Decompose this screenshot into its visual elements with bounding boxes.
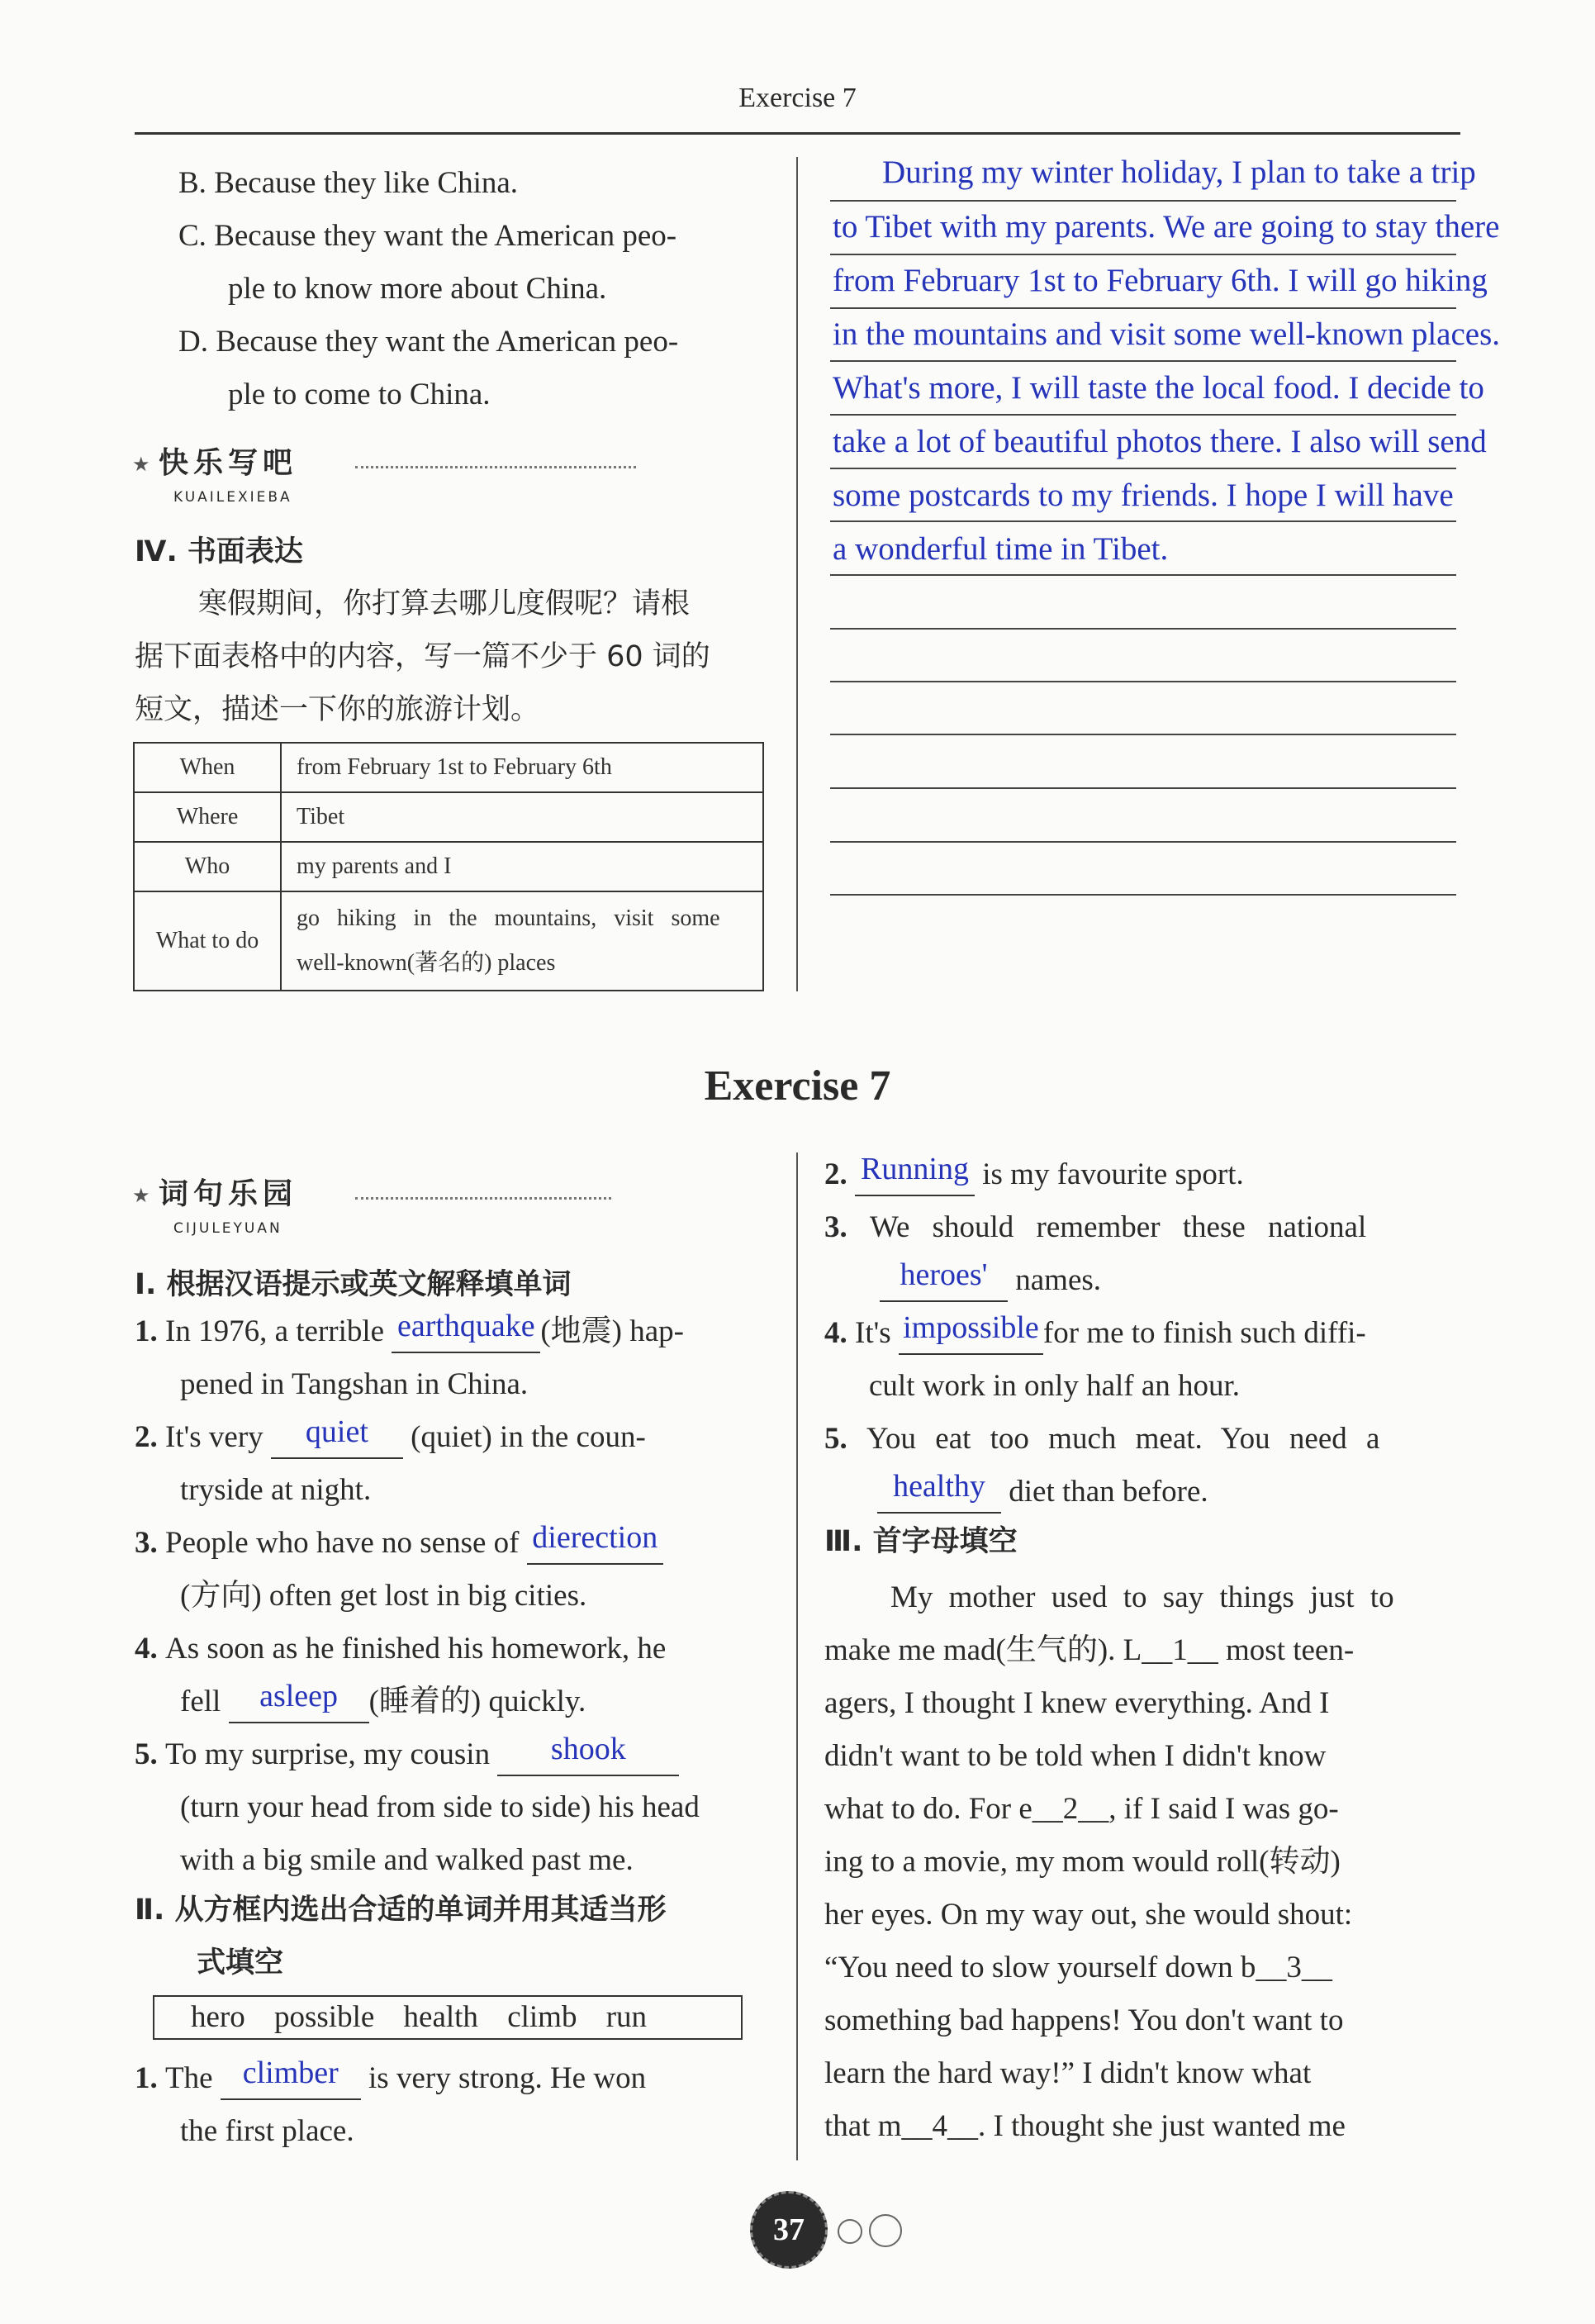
prompt-line-2: 据下面表格中的内容，写一篇不少于 60 词的	[135, 640, 710, 673]
part2-title: Ⅱ. 从方框内选出合适的单词并用其适当形	[135, 1894, 667, 1927]
writing-line	[830, 628, 1456, 630]
prompt-line-1: 寒假期间，你打算去哪儿度假呢？请根	[198, 587, 691, 620]
part1-item-2: 2. It's very quiet (quiet) in the coun-	[135, 1411, 646, 1464]
part2-item-4-cont: cult work in only half an hour.	[869, 1369, 1241, 1403]
word-box-item: climb	[507, 2000, 577, 2034]
part1-item-3: 3. People who have no sense of dierection	[135, 1517, 663, 1570]
decorative-circle-icon	[869, 2214, 902, 2247]
star-icon: ★	[132, 1186, 150, 1207]
part2-item-4: 4. It's impossible for me to finish such diffi-	[824, 1307, 1366, 1360]
writing-line	[830, 307, 1456, 309]
badge-dots	[355, 466, 636, 468]
table-value: my parents and I	[281, 842, 763, 891]
table-label: When	[134, 743, 281, 792]
answer-blank[interactable]: heroes'	[880, 1260, 1008, 1302]
passage-line: agers, I thought I knew everything. And I	[824, 1686, 1330, 1720]
table-label: Where	[134, 792, 281, 842]
badge-pinyin: KUAILEXIEBA	[173, 489, 292, 506]
table-value-line: well-known(著名的) places	[297, 950, 556, 976]
answer-blank[interactable]: shook	[497, 1734, 679, 1776]
part1-item-5-cont2: with a big smile and walked past me.	[180, 1843, 634, 1877]
option-b: B. Because they like China.	[178, 166, 519, 200]
writing-line	[830, 520, 1456, 522]
answer-blank[interactable]: dierection	[527, 1523, 663, 1565]
answer-blank[interactable]: earthquake	[392, 1311, 540, 1353]
part2-item-3-cont: heroes' names.	[880, 1254, 1101, 1307]
option-c: C. Because they want the American peo-	[178, 219, 677, 253]
table-label: What to do	[134, 891, 281, 991]
part2-title-cont: 式填空	[197, 1946, 284, 1979]
essay-line: to Tibet with my parents. We are going to stay there	[833, 209, 1500, 245]
word-box-item: hero	[191, 2000, 245, 2034]
writing-line	[830, 681, 1456, 682]
passage-line: that m__4__. I thought she just wanted me	[824, 2109, 1346, 2143]
table-value-line: go hiking in the mountains, visit some	[297, 905, 720, 931]
part1-item-5-cont: (turn your head from side to side) his head	[180, 1790, 700, 1824]
part3-title: Ⅲ. 首字母填空	[824, 1525, 1018, 1558]
plan-table	[133, 742, 764, 991]
header-rule	[135, 132, 1460, 135]
essay-line: During my winter holiday, I plan to take a trip	[882, 154, 1476, 190]
word-box-item: run	[605, 2000, 648, 2034]
part2-item-2: 2. Running is my favourite sport.	[824, 1148, 1244, 1201]
passage-line: make me mad(生气的). L__1__ most teen-	[824, 1633, 1355, 1667]
badge-dots	[355, 1197, 611, 1200]
badge-pinyin: CIJULEYUAN	[173, 1220, 282, 1237]
answer-blank[interactable]: climber	[221, 2058, 361, 2100]
word-box-item: health	[403, 2000, 478, 2034]
column-divider-top	[796, 157, 798, 991]
passage-line: something bad happens! You don't want to	[824, 2003, 1344, 2037]
part2-item-1: 1. The climber is very strong. He won	[135, 2052, 646, 2105]
writing-line	[830, 360, 1456, 362]
word-box	[153, 1995, 743, 2040]
badge-title: 词句乐园	[159, 1177, 298, 1211]
writing-line	[830, 787, 1456, 789]
part2-item-5-cont: healthy diet than before.	[877, 1466, 1208, 1518]
part1-item-3-cont: (方向) often get lost in big cities.	[180, 1579, 587, 1613]
option-d: D. Because they want the American peo-	[178, 325, 679, 359]
writing-line	[830, 414, 1456, 416]
part1-item-5: 5. To my surprise, my cousin shook	[135, 1728, 679, 1781]
table-value: Tibet	[281, 792, 763, 842]
essay-line: What's more, I will taste the local food. I decide to	[833, 370, 1484, 406]
passage-line: her eyes. On my way out, she would shout:	[824, 1898, 1353, 1932]
passage-line: didn't want to be told when I didn't know	[824, 1739, 1327, 1773]
star-icon: ★	[132, 454, 150, 476]
part1-title: Ⅰ. 根据汉语提示或英文解释填单词	[135, 1268, 572, 1301]
answer-blank[interactable]: impossible	[899, 1313, 1043, 1355]
answer-blank[interactable]: quiet	[271, 1417, 403, 1459]
part2-item-1-cont: the first place.	[180, 2114, 354, 2148]
column-divider-bottom	[796, 1152, 798, 2160]
writing-line	[830, 468, 1456, 469]
passage-line: ing to a movie, my mom would roll(转动)	[824, 1845, 1341, 1879]
answer-blank[interactable]: healthy	[877, 1471, 1001, 1514]
section-badge-vocab	[132, 1169, 628, 1235]
writing-line	[830, 200, 1456, 202]
writing-line	[830, 254, 1456, 255]
passage-line: learn the hard way!” I didn't know what	[824, 2056, 1312, 2090]
part2-item-3: 3. We should remember these national	[824, 1210, 1367, 1244]
writing-line	[830, 841, 1456, 843]
passage-line: “You need to slow yourself down b__3__	[824, 1951, 1332, 1984]
passage-line: what to do. For e__2__, if I said I was go-	[824, 1792, 1339, 1826]
passage-line: My mother used to say things just to	[890, 1580, 1394, 1614]
section-iv-title: Ⅳ. 书面表达	[135, 535, 303, 568]
section-badge-writing	[132, 438, 644, 504]
essay-line: a wonderful time in Tibet.	[833, 531, 1169, 567]
part1-item-4: 4. As soon as he finished his homework, he	[135, 1632, 667, 1666]
part1-item-1: 1. In 1976, a terrible earthquake (地震) hap-	[135, 1305, 684, 1358]
essay-line: take a lot of beautiful photos there. I also will send	[833, 424, 1487, 459]
writing-line	[830, 894, 1456, 896]
exercise-title: Exercise 7	[704, 1062, 891, 1110]
writing-line	[830, 734, 1456, 735]
option-c-cont: ple to know more about China.	[228, 272, 607, 306]
running-header: Exercise 7	[738, 83, 857, 113]
table-label: Who	[134, 842, 281, 891]
writing-line	[830, 574, 1456, 576]
option-d-cont: ple to come to China.	[228, 378, 491, 411]
page-number-badge: 37	[750, 2191, 828, 2269]
answer-blank[interactable]: asleep	[229, 1681, 369, 1723]
part1-item-2-cont: tryside at night.	[180, 1473, 372, 1507]
decorative-circle-icon	[838, 2219, 862, 2244]
table-value	[281, 891, 763, 991]
part1-item-1-cont: pened in Tangshan in China.	[180, 1367, 529, 1401]
part1-item-4-cont: fell asleep (睡着的) quickly.	[180, 1675, 586, 1728]
essay-line: some postcards to my friends. I hope I will have	[833, 478, 1454, 513]
part2-item-5: 5. You eat too much meat. You need a	[824, 1422, 1380, 1456]
essay-line: in the mountains and visit some well-known places.	[833, 316, 1501, 352]
essay-line: from February 1st to February 6th. I will go hiking	[833, 263, 1488, 298]
badge-title: 快乐写吧	[159, 446, 298, 480]
answer-blank[interactable]: Running	[855, 1154, 975, 1196]
prompt-line-3: 短文，描述一下你的旅游计划。	[135, 693, 540, 726]
word-box-item: possible	[274, 2000, 375, 2034]
table-value: from February 1st to February 6th	[281, 743, 763, 792]
